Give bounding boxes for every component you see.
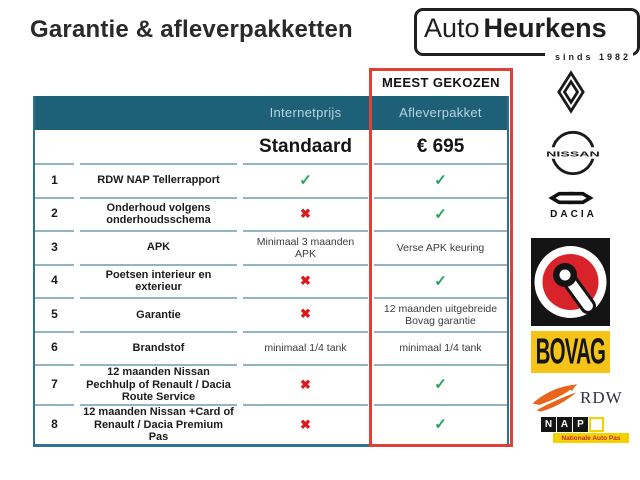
row-number: 3 (35, 230, 74, 264)
bovag-emblem-icon (531, 238, 610, 326)
row-label: 12 maanden Nissan Pechhulp of Renault / Dacia Route Service (80, 364, 237, 404)
row-number: 4 (35, 264, 74, 298)
column-header-internetprijs: Internetprijs (269, 104, 342, 120)
cross-icon: ✖ (243, 297, 368, 331)
check-icon: ✓ (374, 264, 507, 298)
bovag-logo (531, 238, 610, 373)
row-label: 12 maanden Nissan +Card of Renault / Dacia Premium Pas (80, 404, 237, 444)
rdw-wordmark: RDW (580, 388, 623, 407)
check-icon: ✓ (374, 364, 507, 404)
cell-afleverpakket: 12 maanden uitgebreide Bovag garantie (374, 297, 507, 331)
auto-heurkens-wordmark (424, 13, 607, 44)
page-title: Garantie & afleverpakketten (30, 16, 353, 43)
nap-tagline: Nationale Auto Pas (553, 433, 629, 443)
row-number: 2 (35, 197, 74, 231)
bovag-wordmark: BOVAG (535, 331, 606, 372)
bovag-wordmark-band (531, 331, 610, 373)
cell-afleverpakket: minimaal 1/4 tank (374, 331, 507, 365)
check-icon: ✓ (243, 163, 368, 197)
nap-letter-a: A (557, 417, 572, 432)
cross-icon: ✖ (243, 197, 368, 231)
cell-internetprijs: Minimaal 3 maanden APK (243, 230, 368, 264)
row-label: Brandstof (80, 331, 237, 365)
auto-heurkens-logo (414, 8, 640, 62)
logo-tagline: sinds 1982 (545, 52, 633, 62)
row-label: RDW NAP Tellerrapport (80, 163, 237, 197)
column-header-afleverpakket: Afleverpakket (399, 104, 482, 120)
nap-logo (541, 417, 629, 443)
check-icon: ✓ (374, 197, 507, 231)
row-label: Garantie (80, 297, 237, 331)
row-number: 6 (35, 331, 74, 365)
comparison-table (33, 96, 509, 447)
nap-letter-p: P (573, 417, 588, 432)
nissan-logo-icon (544, 129, 602, 177)
rdw-logo (531, 383, 623, 413)
cross-icon: ✖ (243, 264, 368, 298)
cell-internetprijs: minimaal 1/4 tank (243, 331, 368, 365)
check-icon: ✓ (374, 404, 507, 444)
row-label: APK (80, 230, 237, 264)
nap-blank-square (589, 417, 604, 432)
price-standaard: Standaard (259, 135, 352, 157)
rdw-wing-icon (531, 383, 579, 413)
logo-word-heurkens: Heurkens (483, 13, 607, 43)
price-afleverpakket: € 695 (416, 135, 465, 157)
cross-icon: ✖ (243, 404, 368, 444)
cell-afleverpakket: Verse APK keuring (374, 230, 507, 264)
row-number: 8 (35, 404, 74, 444)
row-label: Poetsen interieur en exterieur (80, 264, 237, 298)
cross-icon: ✖ (243, 364, 368, 404)
row-label: Onderhoud volgens onderhoudsschema (80, 197, 237, 231)
row-number: 7 (35, 364, 74, 404)
nap-letter-n: N (541, 417, 556, 432)
meest-gekozen-badge: MEEST GEKOZEN (382, 75, 500, 90)
check-icon: ✓ (374, 163, 507, 197)
logo-word-auto: Auto (424, 13, 480, 43)
renault-logo-icon (557, 70, 585, 114)
svg-text:NISSAN: NISSAN (546, 149, 600, 159)
row-number: 5 (35, 297, 74, 331)
dacia-wordmark: DACIA (550, 209, 597, 220)
dacia-logo-icon (548, 190, 594, 206)
row-number: 1 (35, 163, 74, 197)
